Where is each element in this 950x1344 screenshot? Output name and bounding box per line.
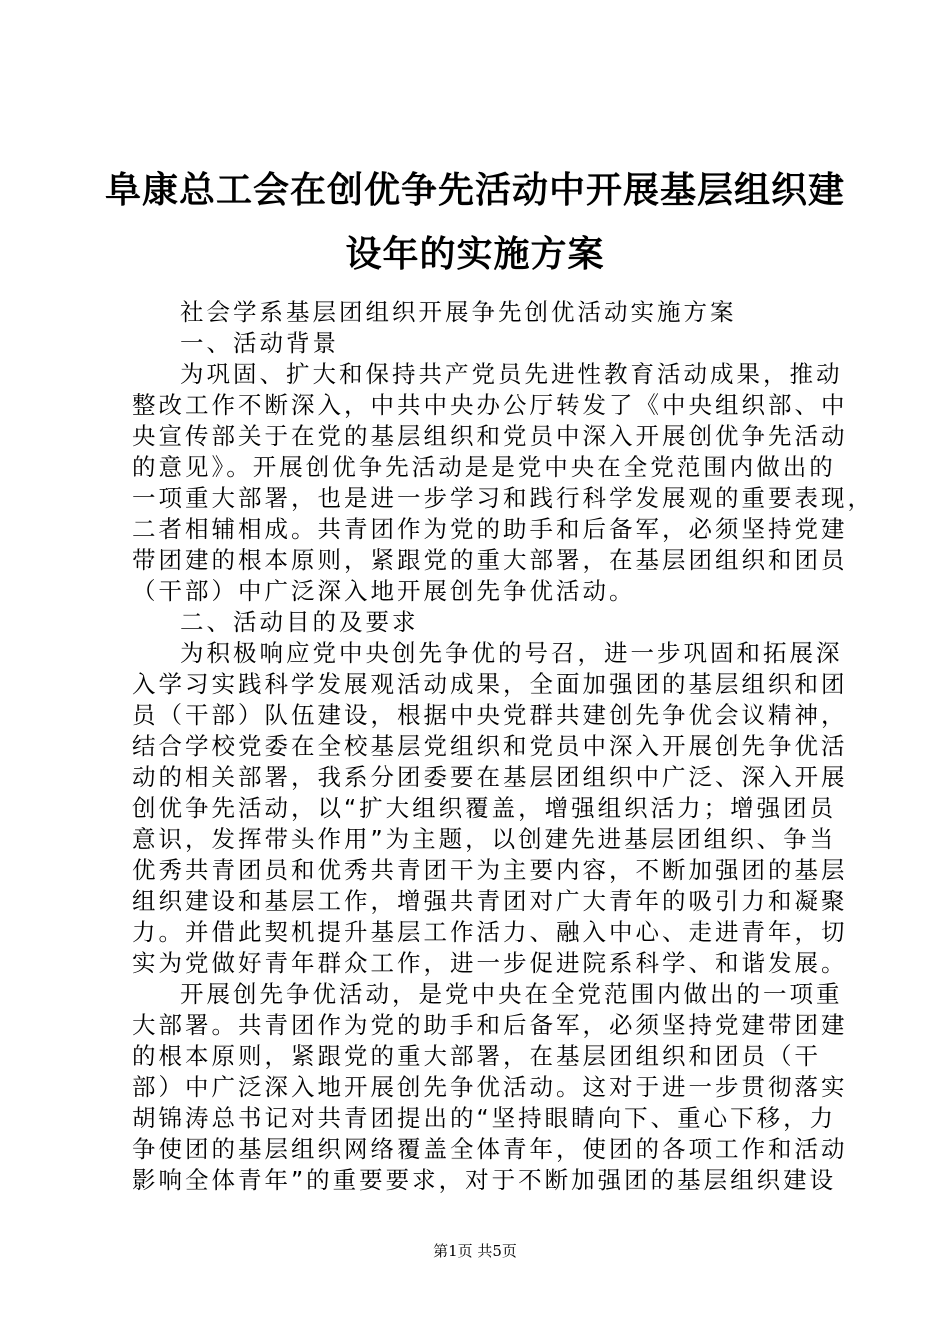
paragraph-line: 一项重大部署，也是进一步学习和践行科学发展观的重要表现，	[132, 484, 874, 512]
title-line-1: 阜康总工会在创优争先活动中开展基层组织建	[104, 169, 845, 211]
paragraph-line: 开展创先争优活动，是党中央在全党范围内做出的一项重	[180, 980, 843, 1008]
paragraph-line: 二者相辅相成。共青团作为党的助手和后备军，必须坚持党建	[132, 515, 848, 543]
paragraph-line: 意识，发挥带头作用”为主题，以创建先进基层团组织、争当	[132, 825, 837, 853]
paragraph-line: 动的相关部署，我系分团委要在基层团组织中广泛、深入开展	[132, 763, 848, 791]
paragraph	[132, 328, 832, 359]
paragraph-line: 力。并借此契机提升基层工作活力、融入中心、走进青年，切	[132, 918, 848, 946]
paragraph-line: 部）中广泛深入地开展创先争优活动。这对于进一步贯彻落实	[132, 1073, 848, 1101]
paragraph-line: 带团建的根本原则，紧跟党的重大部署，在基层团组织和团员	[132, 546, 848, 574]
paragraph-line: 优秀共青团员和优秀共青团干为主要内容，不断加强团的基层	[132, 856, 848, 884]
document-title	[100, 158, 850, 286]
paragraph-line: 社会学系基层团组织开展争先创优活动实施方案	[180, 298, 737, 326]
paragraph-line: 员（干部）队伍建设，根据中央党群共建创先争优会议精神，	[132, 701, 848, 729]
paragraph	[132, 979, 848, 1196]
paragraph-line: 结合学校党委在全校基层党组织和党员中深入开展创先争优活	[132, 732, 848, 760]
paragraph-line: 为积极响应党中央创先争优的号召，进一步巩固和拓展深	[180, 639, 843, 667]
paragraph-line: 的根本原则，紧跟党的重大部署，在基层团组织和团员（干	[132, 1042, 821, 1070]
paragraph-line: 一、活动背景	[180, 329, 339, 357]
paragraph-line: 大部署。共青团作为党的助手和后备军，必须坚持党建带团建	[132, 1011, 848, 1039]
paragraph-line: 组织建设和基层工作，增强共青团对广大青年的吸引力和凝聚	[132, 887, 848, 915]
paragraph	[132, 607, 832, 638]
paragraph-line: 争使团的基层组织网络覆盖全体青年，使团的各项工作和活动	[132, 1135, 848, 1163]
paragraph-line: 实为党做好青年群众工作，进一步促进院系科学、和谐发展。	[132, 949, 848, 977]
paragraph-line: 央宣传部关于在党的基层组织和党员中深入开展创优争先活动	[132, 422, 848, 450]
paragraph-line: 为巩固、扩大和保持共产党员先进性教育活动成果，推动	[180, 360, 843, 388]
document-body	[132, 297, 874, 1196]
paragraph-line: 创优争先活动，以“扩大组织覆盖，增强组织活力；增强团员	[132, 794, 837, 822]
paragraph-line: 影响全体青年”的重要要求，对于不断加强团的基层组织建设	[132, 1166, 837, 1194]
paragraph	[132, 638, 848, 979]
paragraph-line: 胡锦涛总书记对共青团提出的“坚持眼睛向下、重心下移，力	[132, 1104, 837, 1132]
title-line-2: 设年的实施方案	[345, 233, 605, 275]
paragraph-line: 二、活动目的及要求	[180, 608, 419, 636]
paragraph	[132, 297, 832, 328]
paragraph-line: 入学习实践科学发展观活动成果，全面加强团的基层组织和团	[132, 670, 848, 698]
paragraph-line: 整改工作不断深入，中共中央办公厅转发了《中央组织部、中	[132, 391, 848, 419]
paragraph	[132, 359, 874, 607]
page-footer: 第1页 共5页	[433, 1242, 517, 1260]
paragraph-line: （干部）中广泛深入地开展创先争优活动。	[132, 577, 636, 605]
paragraph-line: 的意见》。开展创优争先活动是是党中央在全党范围内做出的	[132, 453, 836, 481]
